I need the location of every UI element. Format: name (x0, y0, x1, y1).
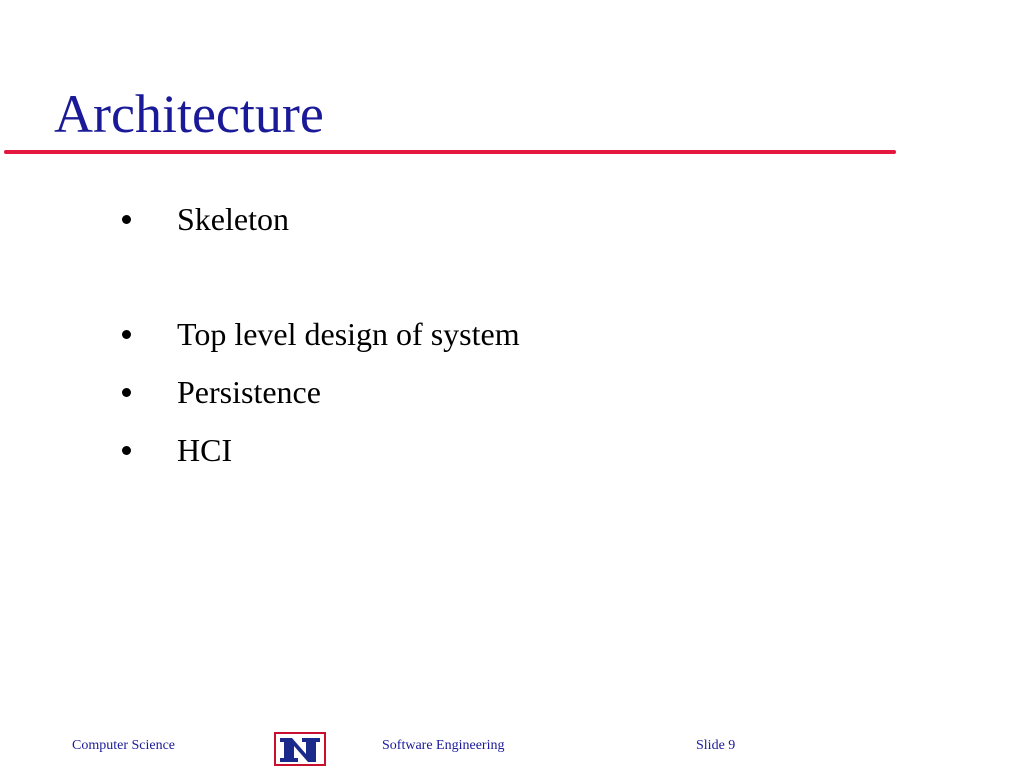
slide-title: Architecture (54, 84, 324, 144)
bullet-item (120, 312, 520, 356)
bullet-item (120, 428, 232, 472)
bullet-icon (122, 215, 131, 224)
n-logo-icon (274, 732, 326, 766)
bullet-text: HCI (177, 431, 233, 468)
bullet-text: Persistence (177, 373, 321, 410)
slide-number: Slide 9 (696, 738, 736, 753)
bullet-item (120, 197, 289, 241)
bullet-icon (122, 388, 131, 397)
slide-footer (0, 730, 1024, 766)
bullet-item (120, 370, 321, 414)
footer-department: Computer Science (72, 738, 176, 753)
footer-course: Software Engineering (382, 738, 505, 753)
bullet-icon (122, 330, 131, 339)
bullet-text: Skeleton (177, 200, 289, 237)
bullet-text: Top level design of system (177, 315, 520, 352)
bullet-icon (122, 446, 131, 455)
